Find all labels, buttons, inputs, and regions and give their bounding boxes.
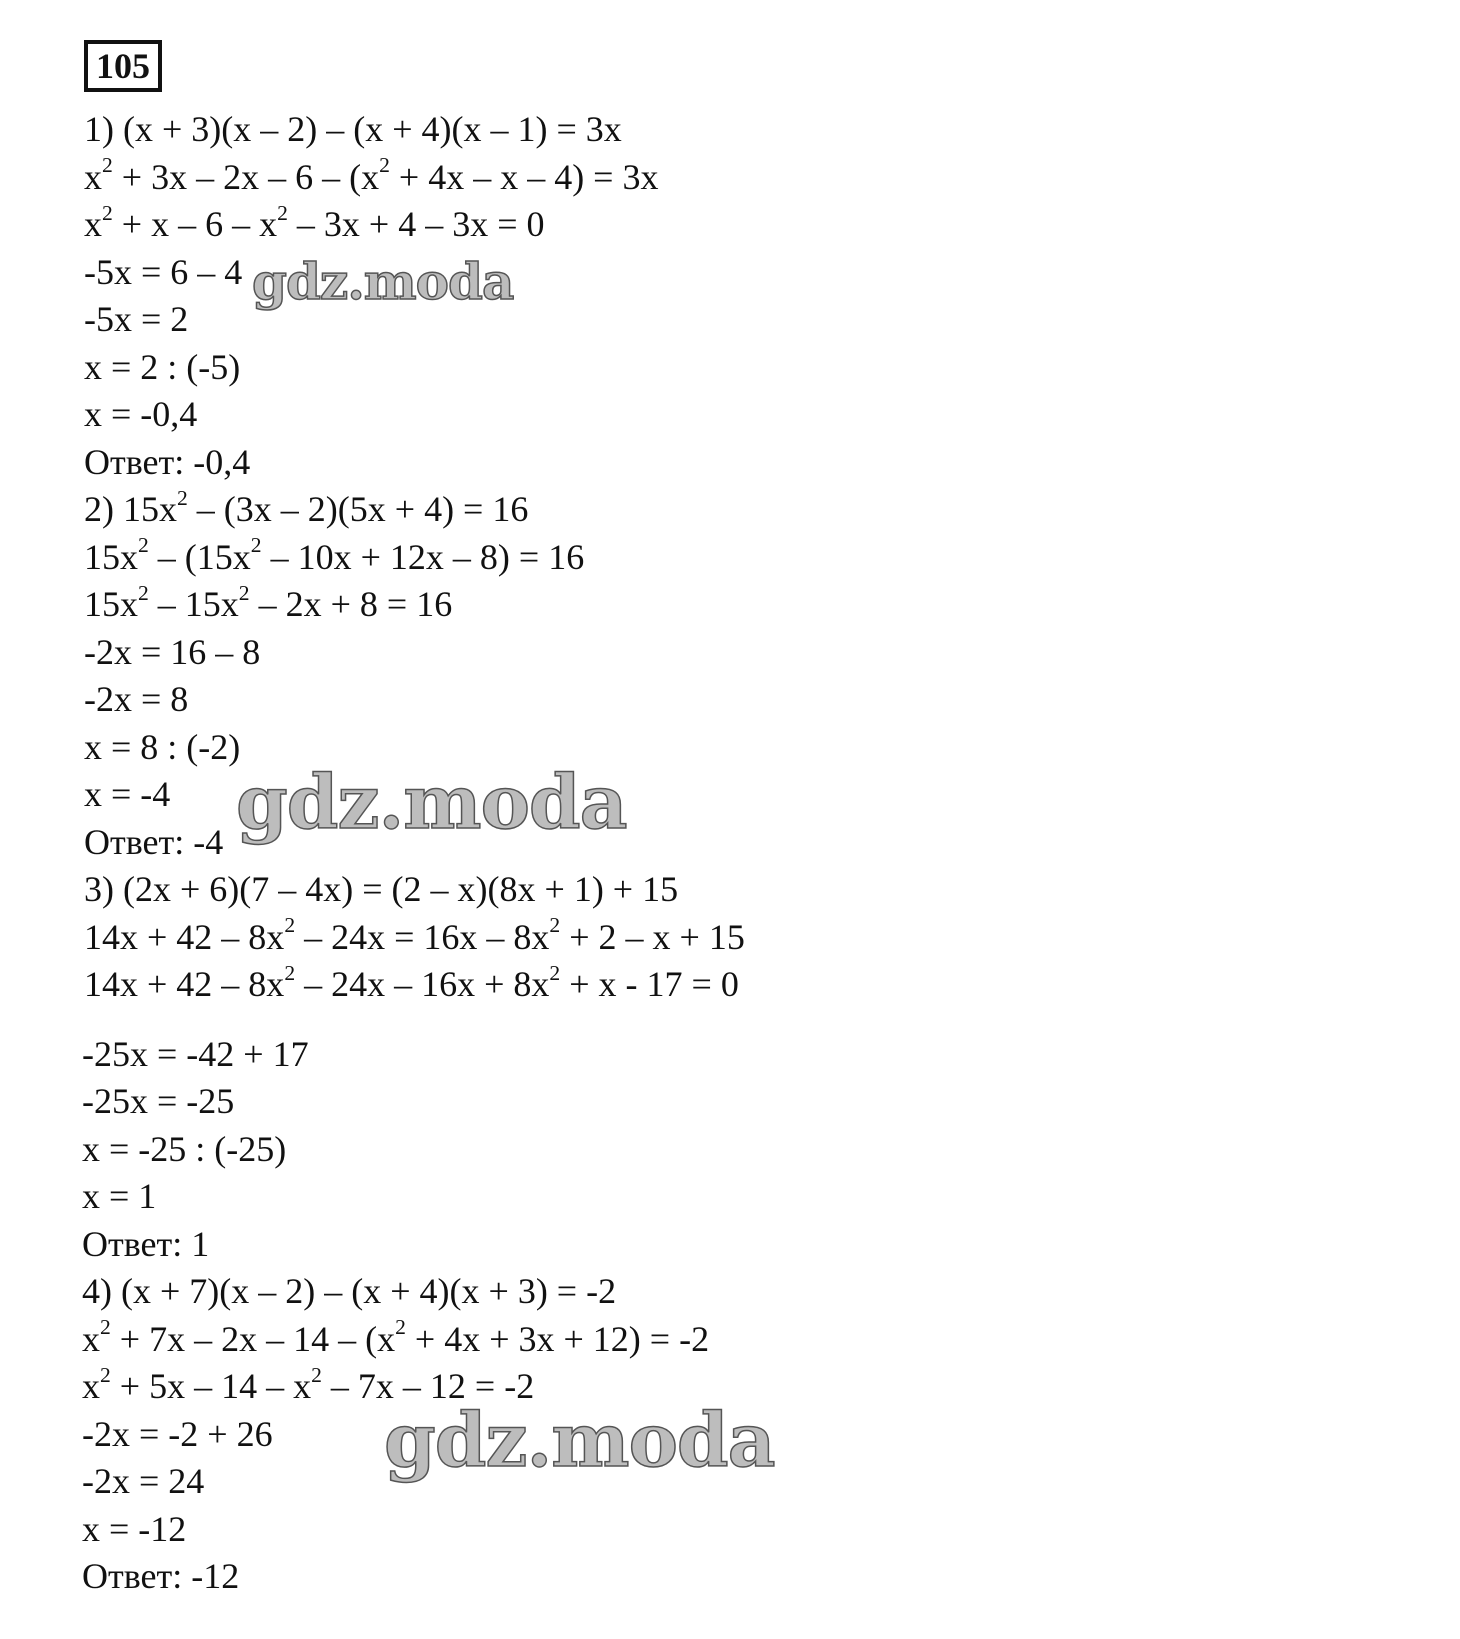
solution-line: -25x = -25 <box>82 1081 235 1121</box>
solution-line: 1) (x + 3)(x – 2) – (x + 4)(x – 1) = 3x <box>84 109 622 149</box>
solution-line: x = -25 : (-25) <box>82 1128 287 1169</box>
solution-body <box>84 106 745 1601</box>
solution-line: $x^2 + 7x - 2x - 14 - (x^2 + 4x + 3x + 12) = -2$ <box>82 1315 710 1359</box>
solution-line: x = -4 <box>84 774 171 814</box>
solution-line: -25x = -42 + 17 <box>82 1033 309 1074</box>
solution-line: x = 2 : (-5) <box>84 346 241 387</box>
solution-line: Ответ: -0,4 <box>84 441 251 482</box>
solution-line: Ответ: -4 <box>84 821 224 862</box>
solution-line: -2x = 16 – 8 <box>84 631 261 672</box>
solution-line: Ответ: -12 <box>82 1556 240 1596</box>
solution-line: x = -12 <box>82 1508 187 1549</box>
solution-line: -5x = 2 <box>84 299 189 339</box>
watermark: gdz.moda <box>236 760 627 846</box>
solution-line: $x^2 + 3x - 2x - 6 - (x^2 + 4x - x - 4) = 3x$ <box>84 153 659 197</box>
solution-line: x = -0,4 <box>84 394 198 434</box>
solution-line: x = 1 <box>82 1176 157 1216</box>
solution-line: -2x = 8 <box>84 679 189 719</box>
solution-line: 3) (2x + 6)(7 – 4x) = (2 – x)(8x + 1) + 15 <box>84 869 679 909</box>
solution-line: $15x^2 - 15x^2 - 2x + 8 = 16$ <box>84 580 453 624</box>
solution-line: $15x^2 - (15x^2 - 10x + 12x - 8) = 16$ <box>84 533 585 577</box>
solution-line: 4) (x + 7)(x – 2) – (x + 4)(x + 3) = -2 <box>82 1271 617 1311</box>
solution-line: -2x = -2 + 26 <box>82 1413 273 1454</box>
solution-line: $x^2 + 5x - 14 - x^2 - 7x - 12 = -2$ <box>82 1362 535 1406</box>
problem-number: 105 <box>84 40 162 92</box>
solution-line: $x^2 + x - 6 - x^2 - 3x + 4 - 3x = 0$ <box>84 200 545 244</box>
watermark: gdz.moda <box>252 252 514 311</box>
solution-line: $14x + 42 - 8x^2 - 24x - 16x + 8x^2 + x - 17 = 0$ <box>84 960 739 1004</box>
solution-line: -2x = 24 <box>82 1461 205 1501</box>
watermark: gdz.moda <box>384 1398 775 1484</box>
solution-line: 2) $15x^2 - (3x - 2)(5x + 4) = 16$ <box>84 485 529 529</box>
solution-line: Ответ: 1 <box>82 1223 210 1264</box>
solution-line: x = 8 : (-2) <box>84 726 241 767</box>
solution-line: -5x = 6 – 4 <box>84 251 243 292</box>
solution-line: $14x + 42 - 8x^2 - 24x = 16x - 8x^2 + 2 - x + 15$ <box>84 913 745 957</box>
